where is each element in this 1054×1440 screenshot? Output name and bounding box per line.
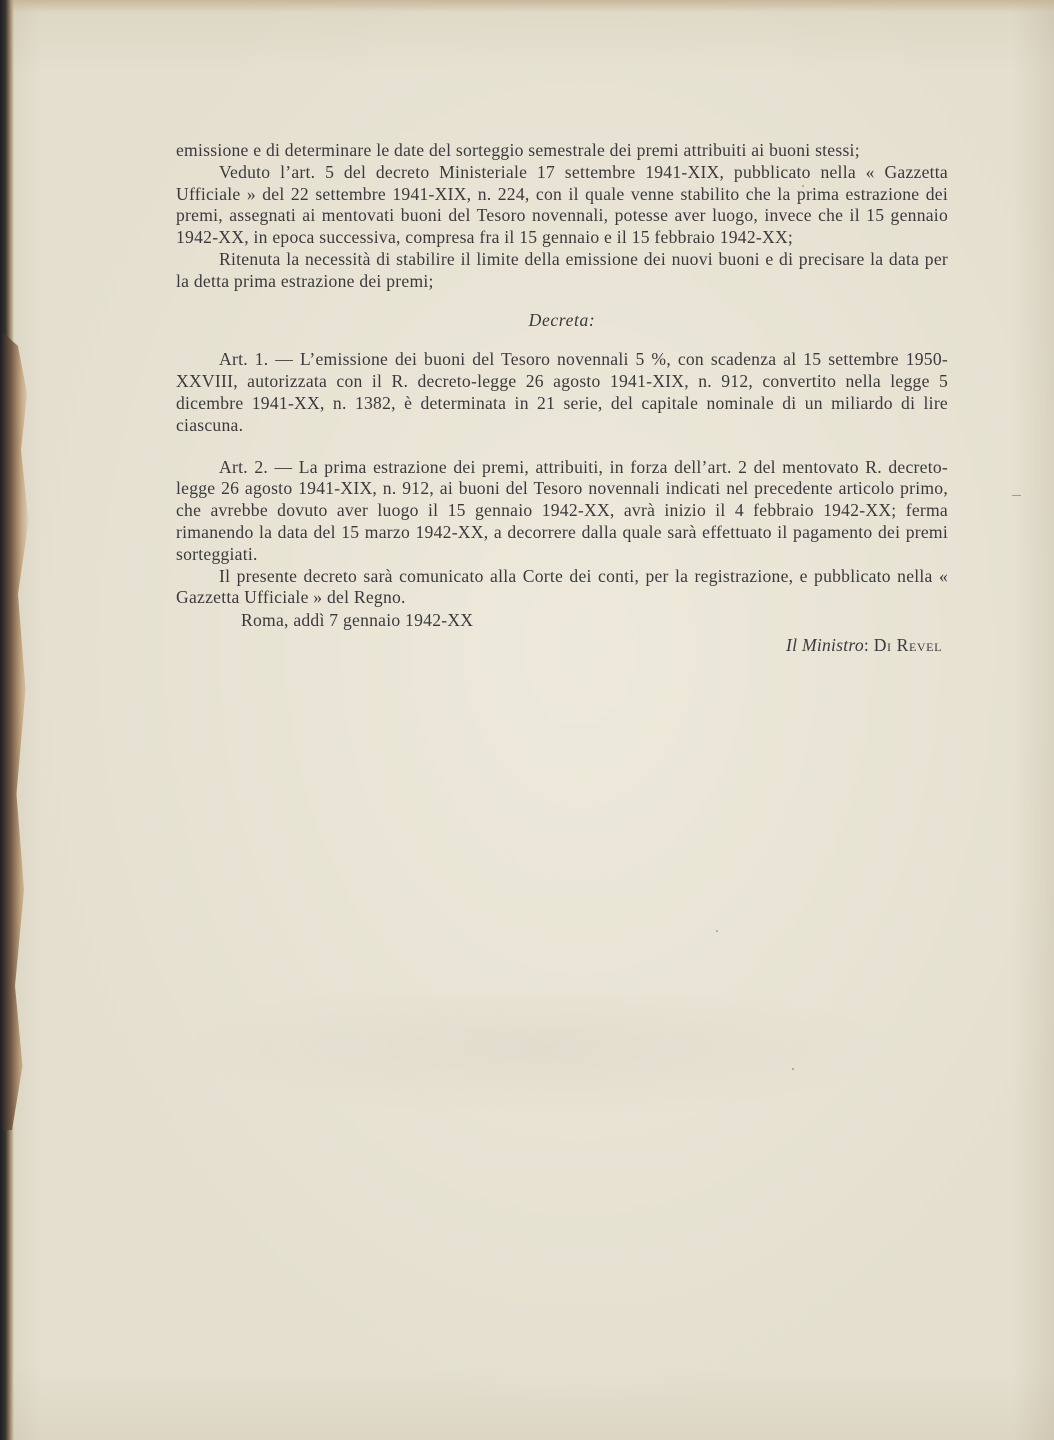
signature-role: Il Ministro [786, 634, 864, 655]
place-and-date: Roma, addì 7 gennaio 1942-XX [241, 610, 474, 631]
paper-speck [716, 930, 718, 932]
document-body [176, 140, 948, 657]
signature-separator: : [863, 634, 874, 655]
paragraph-veduto: Veduto l’art. 5 del decreto Ministeriale 17 settembre 1941-XIX, pubblicato nella « Gazzetta Ufficiale » del 22 settembre 1941-XIX, n. 224, con il quale venne stabilito che la prima estrazione dei premi, assegnati ai mentovati buoni del Tesoro novennali, potesse aver luogo, invece che il 15 gennaio 1942-XX, in epoca successiva, compresa fra il 15 gennaio e il 15 febbraio 1942-XX; [176, 161, 948, 248]
signature-name: Di Revel [873, 634, 942, 655]
closing-paragraph: Il presente decreto sarà comunicato alla Corte dei conti, per la registrazione, e pubblicato nella « Gazzetta Ufficiale » del Regno. [176, 565, 948, 608]
paper-speck [792, 1068, 794, 1070]
decree-heading: Decreta: [528, 309, 596, 330]
article-spacer [176, 437, 948, 457]
show-through-area [150, 995, 930, 1125]
paragraph-emissione: emissione e di determinare le date del sorteggio semestrale dei premi attribuiti ai buoni stessi; [176, 140, 860, 160]
paper-torn-edge [0, 330, 30, 1130]
paragraph-ritenuta: Ritenuta la necessità di stabilire il limite della emissione dei nuovi buoni e di precisare la data per la detta prima estrazione dei premi; [176, 248, 948, 291]
signature-line [176, 635, 948, 657]
article-1: Art. 1. — L’emissione dei buoni del Tesoro novennali 5 %, con scadenza al 15 settembre 1950-XXVIII, autorizzata con il R. decreto-legge 26 agosto 1941-XIX, n. 912, convertito nella legge 5 dicembre 1941-XX, n. 1382, è determinata in 21 serie, del capitale nominale di un miliardo di lire ciascuna. [176, 349, 948, 435]
article-2: Art. 2. — La prima estrazione dei premi, attribuiti, in forza dell’art. 2 del mentovato R. decreto-legge 26 agosto 1941-XIX, n. 912, ai buoni del Tesoro novennali indicati nel precedente articolo primo, che avrebbe dovuto aver luogo il 15 gennaio 1942-XX, avrà inizio il 4 febbraio 1942-XX; ferma rimanendo la data del 15 marzo 1942-XX, a decorrere dalla quale sarà effettuato il pagamento dei premi sorteggiati. [176, 456, 948, 564]
paper-top-edge [0, 0, 1054, 12]
margin-mark [1012, 495, 1021, 496]
